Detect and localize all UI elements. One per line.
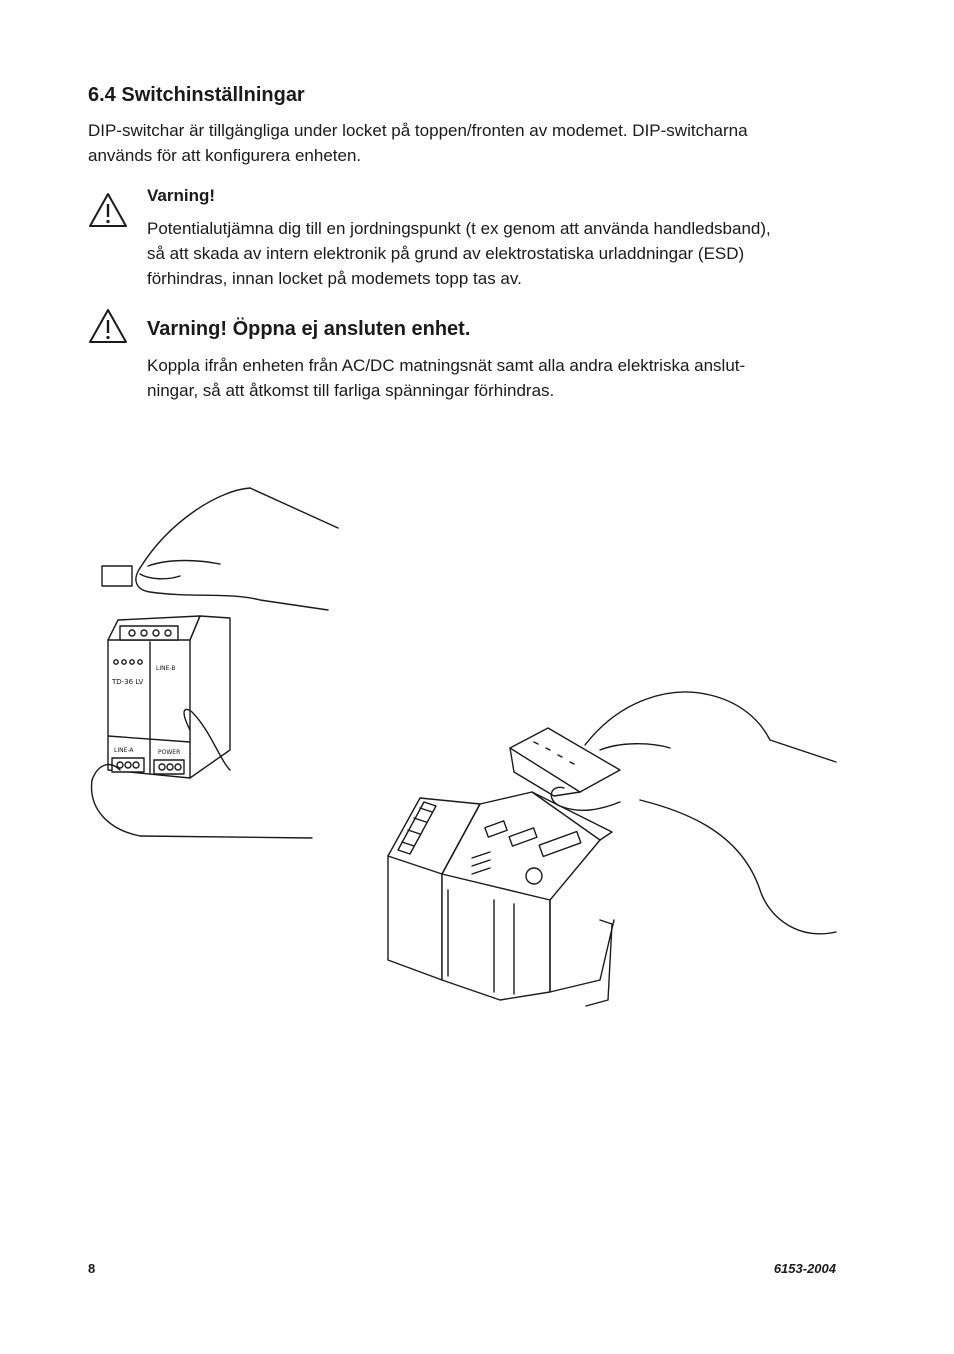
warning2-body-line-2: ningar, så att åtkomst till farliga spänningar förhindras.: [147, 381, 555, 400]
document-number: 6153-2004: [773, 1261, 836, 1276]
warning-triangle-icon: [88, 308, 128, 344]
section-heading: 6.4 Switchinställningar: [88, 84, 305, 106]
warning-body-line-3: förhindras, innan locket på modemets topp tas av.: [147, 269, 522, 288]
warning2-body-line-1: Koppla ifrån enheten från AC/DC matningsnät samt alla andra elektriska anslut-: [147, 356, 746, 375]
page-number: 8: [88, 1261, 96, 1276]
line-a-label: LINE-A: [114, 747, 134, 754]
intro-paragraph: [88, 118, 848, 168]
line-b-label: LINE-B: [156, 665, 176, 672]
warning-title-unplugged: Varning! Öppna ej ansluten enhet.: [147, 318, 471, 340]
power-label: POWER: [158, 749, 181, 756]
warning-triangle-icon: [88, 192, 128, 228]
intro-line-1: DIP-switchar är tillgängliga under locket på toppen/fronten av modemet. DIP-switcharna: [88, 121, 748, 140]
warning-body-unplugged: [147, 353, 847, 403]
left-device-illustration: [92, 488, 338, 838]
warning-body: [147, 216, 847, 291]
warning-body-line-1: Potentialutjämna dig till en jordningspunkt (t ex genom att använda handledsband),: [147, 219, 771, 238]
dip-switch-illustration: [80, 480, 850, 1020]
intro-line-2: används för att konfigurera enheten.: [88, 146, 362, 165]
warning-title: Varning!: [147, 186, 216, 205]
right-device-illustration: [388, 692, 836, 1006]
warning-body-line-2: så att skada av intern elektronik på grund av elektrostatiska urladdningar (ESD): [147, 244, 745, 263]
device-model-label: TD-36 LV: [112, 678, 144, 686]
